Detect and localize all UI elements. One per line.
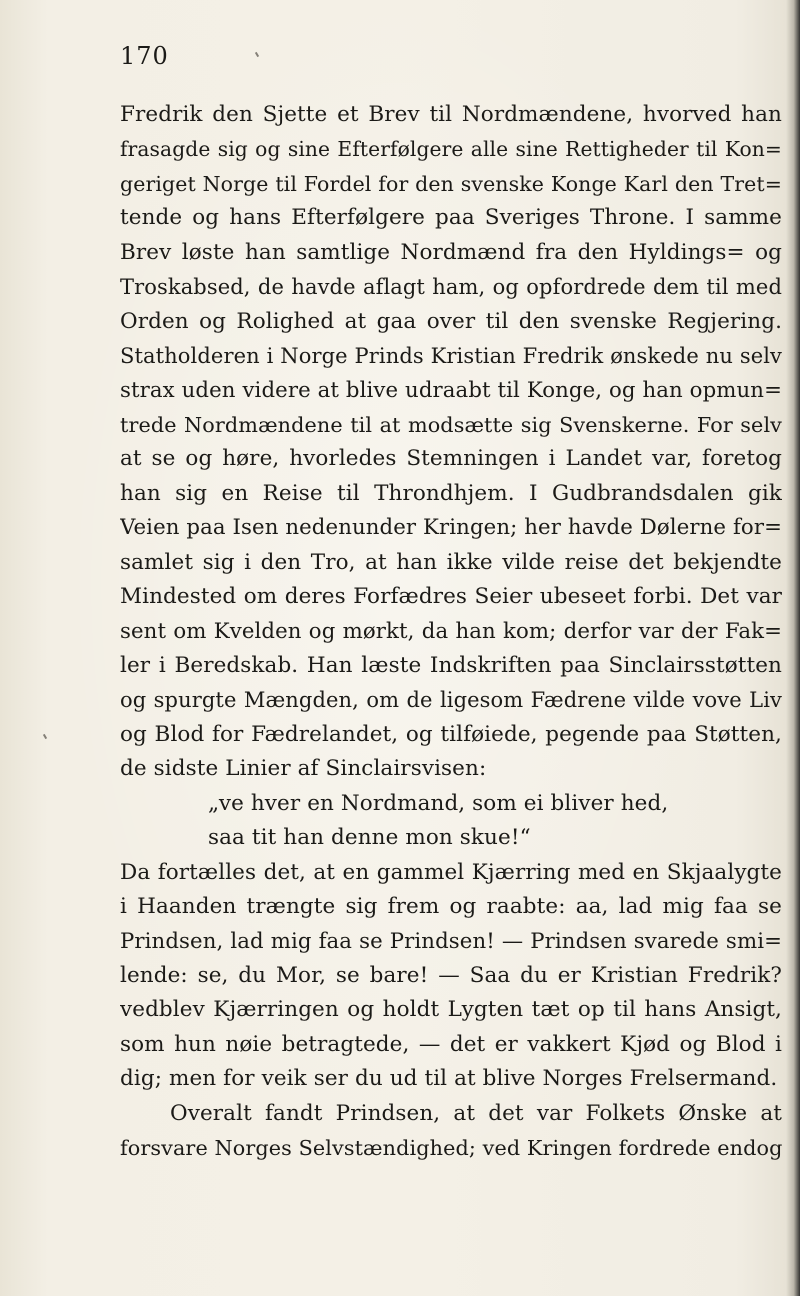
text-line: sent om Kvelden og mørkt, da han kom; derfor var der Fak= [120,618,782,644]
text-line: forsvare Norges Selvstændighed; ved Kringen fordrede endog [120,1136,782,1161]
paper-speck [43,734,47,739]
text-line: Statholderen i Norge Prinds Kristian Fredrik ønskede nu selv [120,344,782,369]
verse-line: saa tit han denne mon skue!“ [208,825,531,851]
verse-line: „ve hver en Nordmand, som ei bliver hed, [208,790,669,816]
text-line: Prindsen, lad mig faa se Prindsen! — Prindsen svarede smi= [120,928,782,954]
text-line: trede Nordmændene til at modsætte sig Svenskerne. For selv [120,412,782,437]
text-line: og spurgte Mængden, om de ligesom Fædrene vilde vove Liv [120,688,782,713]
text-line: Brev løste han samtlige Nordmænd fra den Hyldings= og [120,239,782,265]
text-line: dig; men for veik ser du ud til at blive Norges Frelsermand. [120,1066,778,1092]
text-line: geriget Norge til Fordel for den svenske Konge Karl den Tret= [120,171,782,196]
text-line: Da fortælles det, at en gammel Kjærring med en Skjaalygte [120,859,782,885]
text-line: Orden og Rolighed at gaa over til den svenske Regjering. [120,308,782,334]
text-line: Troskabsed, de havde aflagt ham, og opfordrede dem til med [120,275,782,300]
text-line: ler i Beredskab. Han læste Indskriften paa Sinclairsstøtten [120,653,782,678]
text-block [120,98,782,1166]
text-line: han sig en Reise til Throndhjem. I Gudbrandsdalen gik [120,480,782,506]
text-line: at se og høre, hvorledes Stemningen i Landet var, foretog [120,446,782,472]
text-line: frasagde sig og sine Efterfølgere alle sine Rettigheder til Kon= [120,137,782,162]
text-line: tende og hans Efterfølgere paa Sveriges Throne. I samme [120,205,782,231]
paragraph-first-line: Overalt fandt Prindsen, at det var Folkets Ønske at [170,1100,782,1126]
paper-speck [255,52,259,57]
text-line: i Haanden trængte sig frem og raabte: aa, lad mig faa se [120,894,782,920]
page-edge-shadow [786,0,800,1296]
text-line: de sidste Linier af Sinclairsvisen: [120,756,487,782]
text-line: Mindested om deres Forfædres Seier ubeseet forbi. Det var [120,584,782,610]
text-line: lende: se, du Mor, se bare! — Saa du er Kristian Fredrik? [120,962,782,988]
text-line: Veien paa Isen nedenunder Kringen; her havde Dølerne for= [120,515,782,541]
page-number: 170 [120,42,169,70]
text-line: og Blod for Fædrelandet, og tilføiede, pegende paa Støtten, [120,721,782,747]
text-line: Fredrik den Sjette et Brev til Nordmændene, hvorved han [120,102,782,127]
text-line: vedblev Kjærringen og holdt Lygten tæt op til hans Ansigt, [120,997,782,1023]
text-line: samlet sig i den Tro, at han ikke vilde reise det bekjendte [120,549,782,575]
text-line: strax uden videre at blive udraabt til Konge, og han opmun= [120,377,782,403]
text-line: som hun nøie betragtede, — det er vakkert Kjød og Blod i [120,1031,782,1057]
